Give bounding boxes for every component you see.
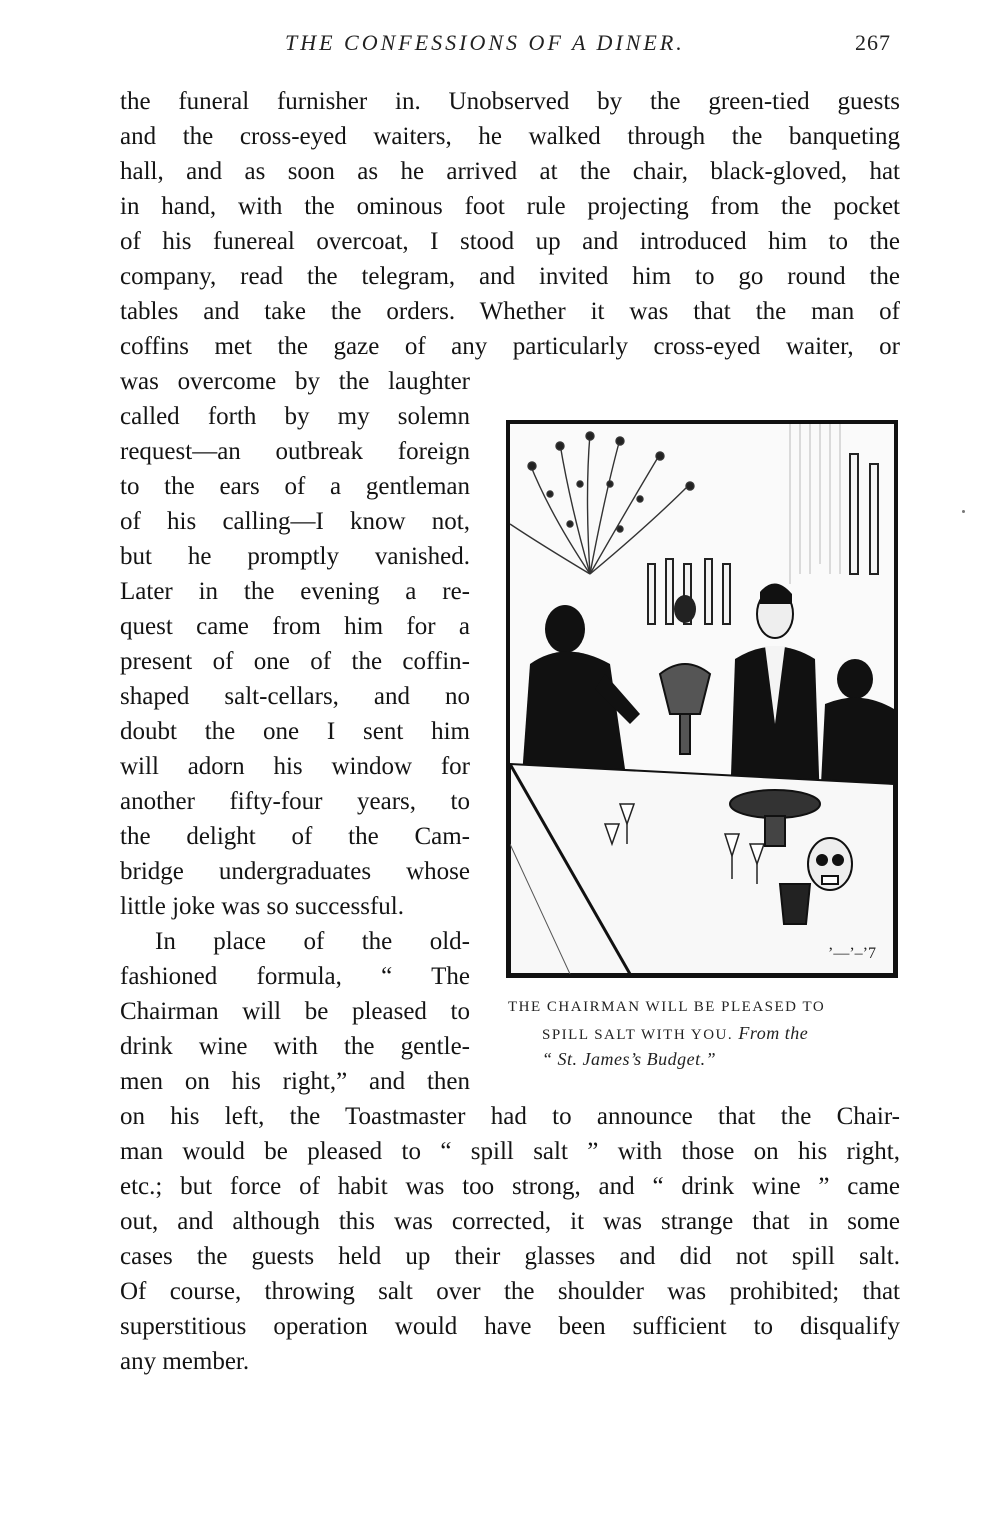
text-line: coffins met the gaze of any particularly cross-eyed waiter, or (120, 333, 900, 360)
text-line: shaped salt-cellars, and no (120, 683, 470, 710)
text-line: any member. (120, 1348, 250, 1375)
paragraph-start: In place of the old- (155, 928, 470, 955)
text-line: on his left, the Toastmaster had to announce that the Chair- (120, 1103, 900, 1130)
text-line: the funeral furnisher in. Unobserved by the green-tied guests (120, 88, 900, 115)
page-number: 267 (855, 30, 891, 55)
print-speck (962, 510, 965, 513)
coffin-salt-cellar (780, 884, 810, 924)
text-line: the delight of the Cam- (120, 823, 470, 850)
text-line: Of course, throwing salt over the shoulder was prohibited; that (120, 1278, 900, 1305)
figure-caption (500, 994, 900, 1072)
illustration-drawing (510, 424, 894, 974)
caption-line (500, 1020, 900, 1046)
caption-source-title: “ St. James’s Budget.” (542, 1049, 717, 1069)
text-line: little joke was so successful. (120, 893, 404, 920)
text-line: bridge undergraduates whose (120, 858, 470, 885)
text-line: fashioned formula, “ The (120, 963, 470, 990)
skull-ornament (808, 838, 852, 890)
text-line: in hand, with the ominous foot rule projecting from the pocket (120, 193, 900, 220)
figure-far-guest (674, 595, 696, 623)
text-line: but he promptly vanished. (120, 543, 470, 570)
text-line: called forth by my solemn (120, 403, 470, 430)
text-line: of his calling—I know not, (120, 508, 470, 535)
figure-chairman (730, 583, 820, 804)
text-line: tables and take the orders. Whether it was that the man of (120, 298, 900, 325)
running-title: THE CONFESSIONS OF A DINER. (285, 30, 685, 55)
text-line: and the cross-eyed waiters, he walked through the banqueting (120, 123, 900, 150)
text-line: etc.; but force of habit was too strong, and “ drink wine ” came (120, 1173, 900, 1200)
text-line: present of one of the coffin- (120, 648, 470, 675)
text-line: Later in the evening a re- (120, 578, 470, 605)
banquet-illustration (506, 420, 898, 978)
text-line: Chairman will be pleased to (120, 998, 470, 1025)
peacock-fan-decoration (510, 432, 694, 574)
epergne (660, 664, 710, 754)
text-line: of his funereal overcoat, I stood up and introduced him to the (120, 228, 900, 255)
text-line: will adorn his window for (120, 753, 470, 780)
caption-caps: SPILL SALT WITH YOU. (542, 1027, 734, 1043)
caption-line: THE CHAIRMAN WILL BE PLEASED TO (508, 999, 826, 1015)
text-line: another fifty-four years, to (120, 788, 470, 815)
text-line: was overcome by the laughter (120, 368, 470, 395)
text-line: request—an outbreak foreign (120, 438, 470, 465)
artist-signature: ʼ—ʼ–ʼ7 (828, 945, 876, 962)
text-line: out, and although this was corrected, it was strange that in some (120, 1208, 900, 1235)
caption-source: From the (738, 1023, 809, 1043)
text-line: company, read the telegram, and invited him to go round the (120, 263, 900, 290)
text-line: drink wine with the gentle- (120, 1033, 470, 1060)
text-line: man would be pleased to “ spill salt ” with those on his right, (120, 1138, 900, 1165)
text-line: men on his right,” and then (120, 1068, 470, 1095)
text-line: doubt the one I sent him (120, 718, 470, 745)
text-line: to the ears of a gentleman (120, 473, 470, 500)
text-line: superstitious operation would have been sufficient to disqualify (120, 1313, 900, 1340)
text-line: cases the guests held up their glasses and did not spill salt. (120, 1243, 900, 1270)
text-line: hall, and as soon as he arrived at the chair, black-gloved, hat (120, 158, 900, 185)
text-line: quest came from him for a (120, 613, 470, 640)
